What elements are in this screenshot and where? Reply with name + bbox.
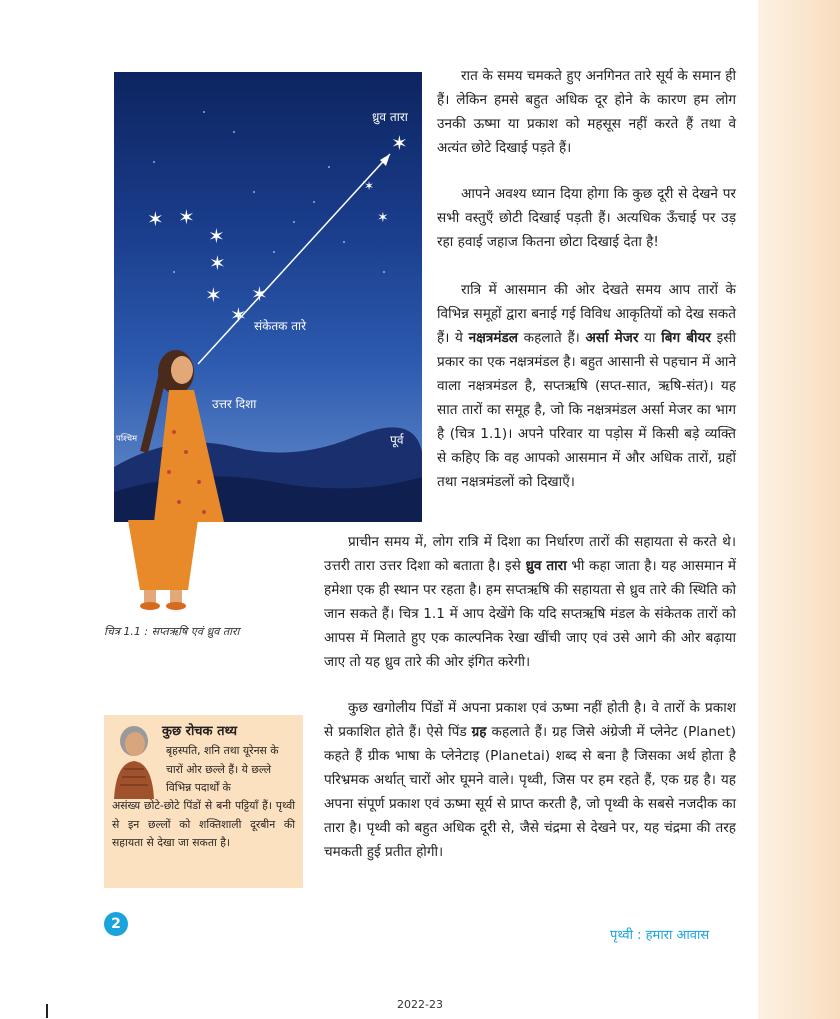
svg-text:✶: ✶	[208, 224, 225, 248]
term-pole-star: ध्रुव तारा	[525, 558, 567, 574]
svg-text:✶: ✶	[364, 179, 375, 193]
label-east: पूर्व	[390, 433, 404, 447]
fact-box-title: कुछ रोचक तथ्य	[162, 724, 238, 739]
p3-text-1: रात्रि में आसमान की ओर देखते समय आप तारों के विभिन्न समूहों द्वारा बनाई गई विविध आकृतियों को देख सकते हैं। ये	[437, 282, 736, 346]
figure-caption: चित्र 1.1 : सप्तऋषि एवं ध्रुव तारा	[104, 625, 240, 638]
p3-text-4: इसी प्रकार का एक नक्षत्रमंडल है। बहुत आसानी से पहचान में आने वाला नक्षत्रमंडल है, सप्तऋषि (सप्त-सात, ऋषि-संत)। यह सात तारों का समूह है, जो कि नक्षत्रमंडल अर्सा मेजर का भाग है (चित्र 1.1)। अपने परिवार या पड़ोस में किसी बड़े व्यक्ति से कहिए कि वह आपको आसमान में और अधिक तारों, ग्रहों तथा नक्षत्रमंडलों को दिखाएँ।	[437, 330, 736, 490]
svg-text:✶: ✶	[209, 251, 226, 275]
girl-feet	[114, 520, 234, 610]
scientist-portrait	[108, 723, 160, 799]
label-pole-star: ध्रुव तारा	[372, 110, 408, 124]
night-sky-illustration	[114, 72, 422, 522]
svg-text:✶: ✶	[377, 210, 389, 226]
svg-text:✶: ✶	[205, 283, 222, 307]
page-number: 2	[104, 912, 128, 936]
svg-text:✶: ✶	[230, 303, 247, 327]
paragraph-4	[324, 530, 736, 674]
svg-text:✶: ✶	[391, 131, 408, 155]
term-ursa-major: अर्सा मेजर	[585, 330, 639, 346]
fact-box-text: असंख्य छोटे-छोटे पिंडों से बनी पट्टियाँ हैं। पृथ्वी से इन छल्लों को शक्तिशाली दूरबीन की सहायता से देखा जा सकता है।	[112, 799, 295, 849]
interesting-facts-box	[104, 715, 303, 888]
paragraph-2: आपने अवश्य ध्यान दिया होगा कि कुछ दूरी से देखने पर सभी वस्तुएँ छोटी दिखाई पड़ती हैं। अत्यधिक ऊँचाई पर उड़ रहा हवाई जहाज कितना छोटा दिखाई देता है!	[437, 186, 736, 250]
fact-box-intro: बृहस्पति, शनि तथा यूरेनस के चारों ओर छल्ले हैं। ये छल्ले विभिन्न पदार्थों के	[166, 744, 279, 794]
p3-text-2: कहलाते हैं।	[518, 330, 586, 346]
p4-text-1: प्राचीन समय में, लोग रात्रि में दिशा का निर्धारण तारों की सहायता से करते थे। उत्तरी तारा उत्तर दिशा को बताता है। इसे	[324, 534, 736, 574]
edition-year: 2022-23	[397, 998, 443, 1011]
p5-text-2: कहलाते हैं। ग्रह जिसे अंग्रेजी में प्लेनेट (Planet) कहते हैं ग्रीक भाषा के प्लेनेटाइ (Planetai) शब्द से बना है जिसका अर्थ होता है परिभ्रमक अर्थात् चारों ओर घूमने वाले। पृथ्वी, जिस पर हम रहते हैं, एक ग्रह है। यह अपना संपूर्ण प्रकाश एवं ऊष्मा सूर्य से प्राप्त करती है, जो पृथ्वी के सबसे नजदीक का तारा है। पृथ्वी को बहुत अधिक दूरी से, जैसे चंद्रमा से देखने पर, यह चंद्रमा की तरह चमकती हुई प्रतीत होगी।	[324, 724, 736, 860]
paragraph-1: रात के समय चमकते हुए अनगिनत तारे सूर्य के समान ही हैं। लेकिन हमसे बहुत अधिक दूर होने के कारण हम लोग उनकी ऊष्मा या प्रकाश को महसूस नहीं करते हैं तथा वे अत्यंत छोटे दिखाई पड़ते हैं।	[437, 68, 736, 156]
paragraph-5	[324, 696, 736, 864]
saptarishi-stars	[147, 131, 408, 327]
paragraph-3	[437, 278, 736, 494]
sky-art	[114, 72, 422, 522]
p3-text-3: या	[638, 330, 662, 346]
label-north-direction: उत्तर दिशा	[212, 397, 257, 411]
page-margin-band	[758, 0, 840, 1019]
running-head: पृथ्वी : हमारा आवास	[610, 928, 710, 943]
label-west: पश्चिम	[116, 434, 138, 444]
term-constellation: नक्षत्रमंडल	[468, 330, 518, 346]
label-pointer-stars: संकेतक तारे	[254, 319, 307, 333]
p5-text-1: कुछ खगोलीय पिंडों में अपना प्रकाश एवं ऊष्मा नहीं होती है। वे तारों के प्रकाश से प्रकाशित होते हैं। ऐसे पिंड	[324, 700, 736, 740]
svg-text:✶: ✶	[147, 207, 164, 231]
svg-text:✶: ✶	[178, 205, 195, 229]
term-big-bear: बिग बीयर	[661, 330, 711, 346]
edge-mark	[46, 1004, 48, 1018]
term-planet: ग्रह	[471, 724, 487, 740]
svg-text:✶: ✶	[251, 282, 268, 306]
p4-text-2: भी कहा जाता है। यह आसमान में हमेशा एक ही स्थान पर रहता है। हम सप्तऋषि की सहायता से ध्रुव तारे की स्थिति को जान सकते हैं। चित्र 1.1 में आप देखेंगे कि यदि सप्तऋषि मंडल के संकेतक तारों को आपस में मिलाते हुए एक काल्पनिक रेखा खींची जाए एवं उसे आगे की ओर बढ़ाया जाए तो यह ध्रुव तारे की ओर इंगित करेगी।	[324, 558, 736, 670]
